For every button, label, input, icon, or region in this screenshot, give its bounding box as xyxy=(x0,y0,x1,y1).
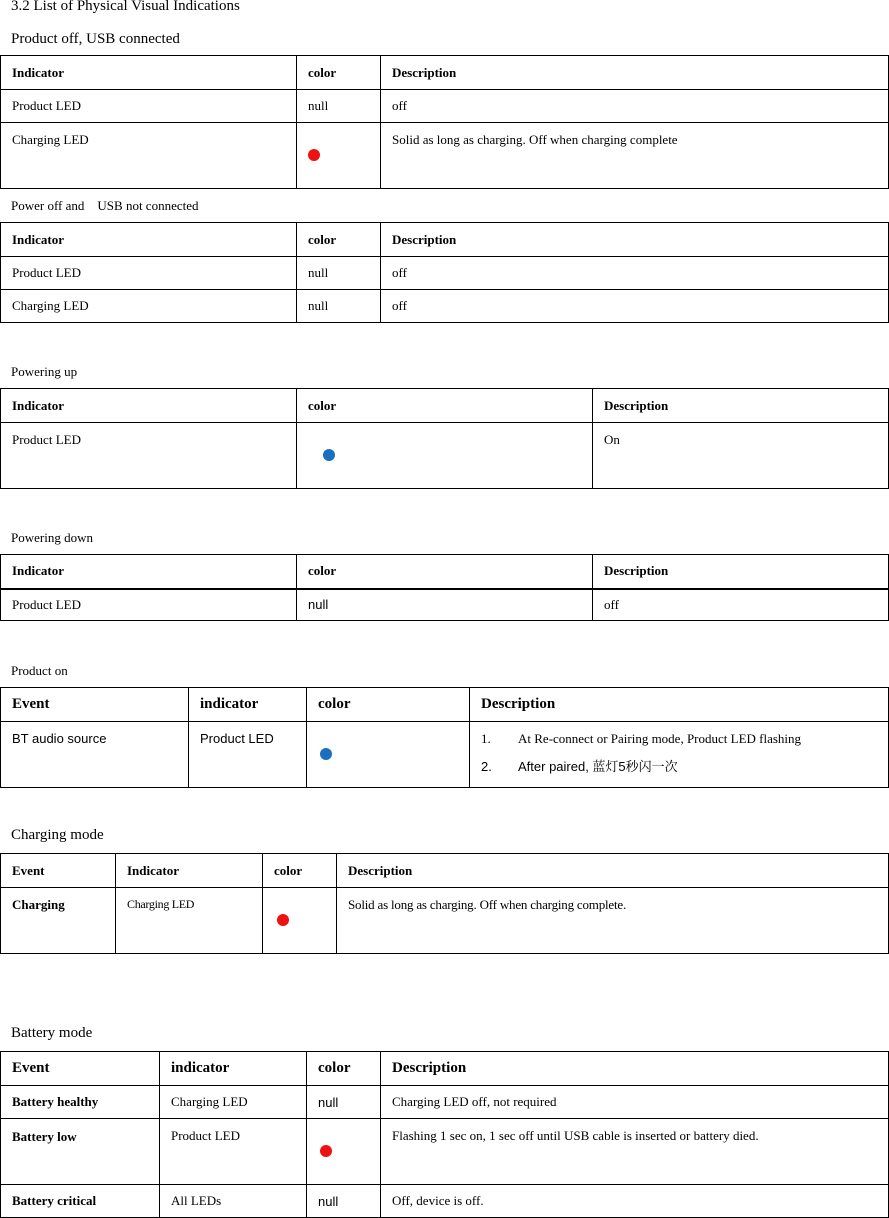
blue-led-dot-icon xyxy=(320,748,332,760)
col-header-color: color xyxy=(263,854,337,888)
table-row xyxy=(1,90,889,123)
col-header-event: Event xyxy=(1,854,116,888)
blue-led-dot-icon xyxy=(323,449,335,461)
s4-heading: Powering down xyxy=(11,530,93,545)
s1-table xyxy=(0,55,889,189)
cell-event: Battery low xyxy=(1,1119,160,1185)
col-header-description: Description xyxy=(381,56,889,90)
col-header-color: color xyxy=(297,223,381,257)
table-row xyxy=(1,290,889,323)
list-item-number: 1. xyxy=(481,731,491,746)
s7-heading: Battery mode xyxy=(11,1025,93,1041)
s6-heading: Charging mode xyxy=(11,827,104,843)
col-header-color: color xyxy=(297,56,381,90)
table-row xyxy=(1,123,889,189)
cell-indicator: Product LED xyxy=(189,722,307,788)
col-header-description: Description xyxy=(381,223,889,257)
table-row xyxy=(1,1119,889,1185)
table-row xyxy=(1,423,889,489)
col-header-indicator: Indicator xyxy=(1,555,297,589)
cell-color: null xyxy=(297,589,593,621)
cell-color: null xyxy=(297,90,381,123)
cell-description: off xyxy=(381,290,889,323)
cell-color: null xyxy=(297,257,381,290)
table-header-row xyxy=(1,389,889,423)
col-header-indicator: Indicator xyxy=(1,389,297,423)
description-list xyxy=(481,731,877,775)
cell-indicator: Charging LED xyxy=(1,290,297,323)
col-header-description: Description xyxy=(381,1052,889,1086)
red-led-dot-icon xyxy=(308,149,320,161)
cell-description: off xyxy=(593,589,889,621)
table-row xyxy=(1,1086,889,1119)
s6-table xyxy=(0,853,889,954)
cell-indicator: Charging LED xyxy=(1,123,297,189)
cell-color xyxy=(263,888,337,954)
col-header-description: Description xyxy=(593,389,889,423)
col-header-indicator: Indicator xyxy=(116,854,263,888)
table-header-row xyxy=(1,56,889,90)
col-header-color: color xyxy=(307,1052,381,1086)
cell-indicator: All LEDs xyxy=(160,1185,307,1218)
cell-description: off xyxy=(381,257,889,290)
cell-indicator: Product LED xyxy=(1,589,297,621)
cell-event: BT audio source xyxy=(1,722,189,788)
s7-table xyxy=(0,1051,889,1218)
table-row xyxy=(1,722,889,788)
cell-description: On xyxy=(593,423,889,489)
col-header-color: color xyxy=(297,389,593,423)
s5-table xyxy=(0,687,889,788)
cell-description: Solid as long as charging. Off when charging complete. xyxy=(337,888,889,954)
cell-color: null xyxy=(307,1185,381,1218)
cell-description: Off, device is off. xyxy=(381,1185,889,1218)
list-item xyxy=(481,756,877,775)
col-header-description: Description xyxy=(337,854,889,888)
s1-heading: Product off, USB connected xyxy=(11,31,180,47)
red-led-dot-icon xyxy=(320,1145,332,1157)
s2-table xyxy=(0,222,889,323)
table-row xyxy=(1,589,889,621)
list-item-text: At Re-connect or Pairing mode, Product LED flashing xyxy=(518,731,802,746)
cell-description: Charging LED off, not required xyxy=(381,1086,889,1119)
cell-indicator: Product LED xyxy=(1,90,297,123)
table-row xyxy=(1,888,889,954)
cell-event: Battery healthy xyxy=(1,1086,160,1119)
list-item-number: 2. xyxy=(481,759,492,774)
col-header-color: color xyxy=(307,688,470,722)
cell-indicator: Product LED xyxy=(160,1119,307,1185)
s2-heading: Power off and USB not connected xyxy=(11,198,199,213)
cell-color xyxy=(297,123,381,189)
col-header-color: color xyxy=(297,555,593,589)
cell-description xyxy=(470,722,889,788)
cell-indicator: Charging LED xyxy=(116,888,263,954)
cell-event: Battery critical xyxy=(1,1185,160,1218)
cell-indicator: Product LED xyxy=(1,257,297,290)
cell-indicator: Product LED xyxy=(1,423,297,489)
cell-event: Charging xyxy=(1,888,116,954)
cell-description: Flashing 1 sec on, 1 sec off until USB cable is inserted or battery died. xyxy=(381,1119,889,1185)
table-row xyxy=(1,1185,889,1218)
table-row xyxy=(1,257,889,290)
col-header-description: Description xyxy=(593,555,889,589)
col-header-indicator: indicator xyxy=(160,1052,307,1086)
col-header-indicator: indicator xyxy=(189,688,307,722)
list-item xyxy=(481,731,877,747)
cell-indicator: Charging LED xyxy=(160,1086,307,1119)
cell-color xyxy=(297,423,593,489)
cell-color: null xyxy=(307,1086,381,1119)
table-header-row xyxy=(1,688,889,722)
cell-description: Solid as long as charging. Off when charging complete xyxy=(381,123,889,189)
col-header-event: Event xyxy=(1,688,189,722)
s3-table xyxy=(0,388,889,489)
s4-table xyxy=(0,554,889,621)
cell-color: null xyxy=(297,290,381,323)
s3-heading: Powering up xyxy=(11,364,78,379)
col-header-description: Description xyxy=(470,688,889,722)
list-item-text: After paired, 蓝灯5秒闪一次 xyxy=(518,759,678,774)
s5-heading: Product on xyxy=(11,663,68,678)
col-header-indicator: Indicator xyxy=(1,223,297,257)
table-header-row xyxy=(1,555,889,589)
cell-description: off xyxy=(381,90,889,123)
table-header-row xyxy=(1,1052,889,1086)
col-header-event: Event xyxy=(1,1052,160,1086)
red-led-dot-icon xyxy=(277,914,289,926)
section-title: 3.2 List of Physical Visual Indications xyxy=(11,0,240,14)
table-header-row xyxy=(1,223,889,257)
cell-color xyxy=(307,722,470,788)
cell-color xyxy=(307,1119,381,1185)
col-header-indicator: Indicator xyxy=(1,56,297,90)
table-header-row xyxy=(1,854,889,888)
